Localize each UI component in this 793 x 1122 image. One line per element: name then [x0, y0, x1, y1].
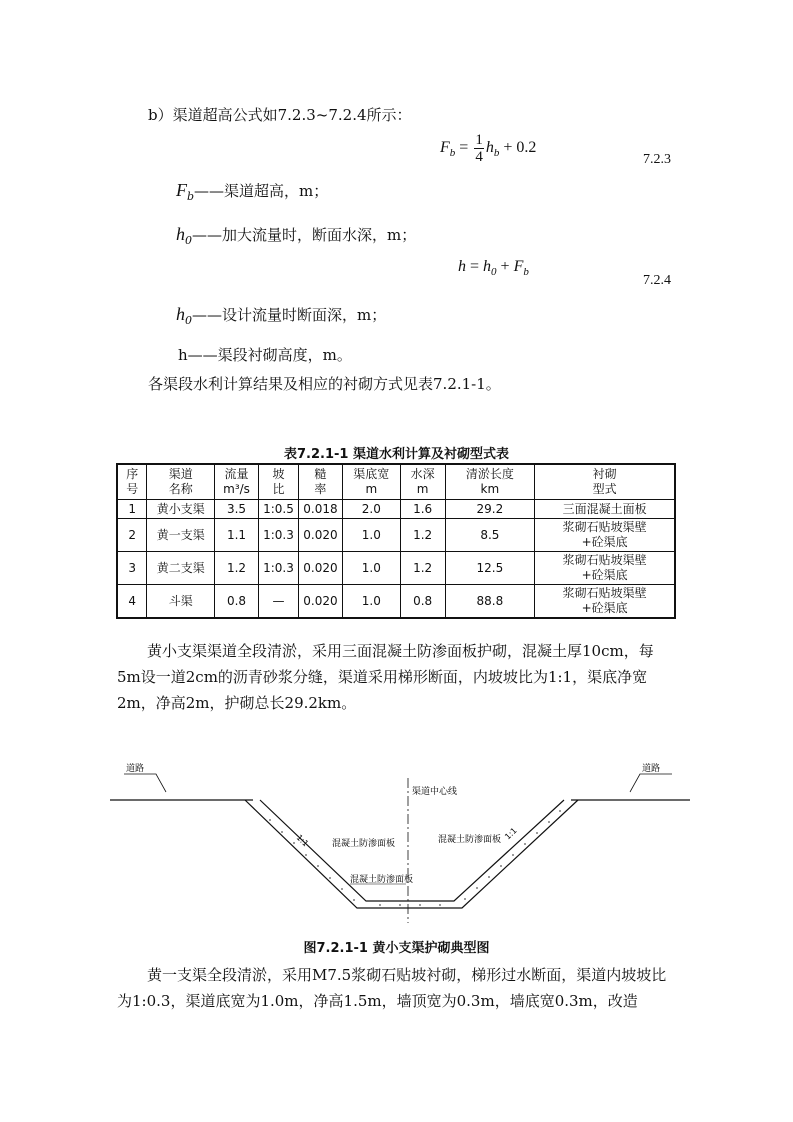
eq1-equals: = [459, 139, 469, 157]
header-rough [298, 464, 342, 500]
equation-7-2-4 [458, 258, 529, 278]
eq1-denominator: 4 [475, 149, 483, 165]
cell-depth: 1.2 [400, 552, 445, 585]
header-depth-2: m [416, 482, 429, 496]
cell-type: 三面混凝土面板 [535, 500, 675, 519]
header-type [535, 464, 675, 500]
cell-slope: — [258, 585, 298, 619]
cell-type-line2: +砼渠底 [581, 535, 628, 549]
cell-type-line1: 浆砌石贴坡渠壁 [562, 553, 647, 567]
header-slope-2: 比 [272, 482, 285, 496]
header-name-2: 名称 [168, 482, 193, 496]
cell-slope: 1:0.3 [258, 519, 298, 552]
header-no [117, 464, 147, 500]
cell-type [535, 519, 675, 552]
header-flow-1: 流量 [224, 467, 249, 481]
eq2-equals: = [470, 258, 480, 275]
cell-no: 3 [117, 552, 147, 585]
label-left-slope: 混凝土防渗面板 [332, 839, 396, 849]
def2-sub: 0 [185, 234, 192, 247]
road-leader-left [124, 774, 166, 792]
header-width-2: m [365, 482, 378, 496]
cell-name: 斗渠 [147, 585, 215, 619]
eq2-plus: + [500, 258, 510, 275]
eq1-lhs-sub: b [449, 147, 456, 160]
def3-symbol: h [176, 304, 185, 324]
cell-type-line2: +砼渠底 [581, 568, 628, 582]
def3-text: ——设计流量时断面深，m； [192, 306, 387, 324]
cell-flow: 3.5 [215, 500, 259, 519]
def3-sub: 0 [185, 314, 192, 327]
header-length-2: km [480, 482, 500, 496]
lining-inner [260, 800, 564, 901]
equation-7-2-3 [440, 132, 536, 165]
header-length [445, 464, 535, 500]
cell-width: 1.0 [342, 519, 400, 552]
header-flow [215, 464, 259, 500]
header-slope [258, 464, 298, 500]
label-centerline: 渠道中心线 [412, 787, 458, 797]
label-bottom: 混凝土防渗面板 [350, 875, 414, 885]
cell-width: 2.0 [342, 500, 400, 519]
label-right-slope: 混凝土防渗面板 [438, 835, 502, 845]
cell-rough: 0.020 [298, 552, 342, 585]
eq2-term-a-sub: 0 [491, 266, 497, 278]
label-slope-ratio-right: 1:1 [503, 826, 519, 842]
cell-name: 黄小支渠 [147, 500, 215, 519]
cell-no: 1 [117, 500, 147, 519]
paragraph-huangyi: 黄一支渠全段清淤，采用M7.5浆砌石贴坡衬砌，梯形过水断面，渠道内坡坡比为1:0.3，渠道底宽为1.0m，净高1.5m，墙顶宽为0.3m，墙底宽0.3m，改造 [117, 966, 667, 1010]
eq2-lhs: h [458, 258, 466, 275]
header-length-1: 清淤长度 [465, 467, 514, 481]
cell-name: 黄一支渠 [147, 519, 215, 552]
header-type-2: 型式 [592, 482, 617, 496]
label-road-left: 道路 [126, 764, 145, 774]
def1-text: ——渠道超高，m； [194, 182, 329, 200]
eq1-fraction [474, 132, 484, 165]
paragraph-huangxiao: 黄小支渠渠道全段清淤，采用三面混凝土防渗面板护砌，混凝土厚10cm，每5m设一道2cm的沥青砂浆分缝，渠道采用梯形断面，内坡坡比为1:1，渠底净宽2m，净高2m，护砌总长29.2km。 [117, 642, 654, 712]
cell-type-line1: 浆砌石贴坡渠壁 [562, 520, 647, 534]
definition-h0-design [176, 304, 386, 327]
header-width-1: 渠底宽 [353, 467, 390, 481]
definition-fb [176, 180, 328, 203]
road-leader-right [630, 774, 672, 792]
hydraulic-table [116, 463, 676, 619]
eq2-term-b: F [513, 258, 524, 275]
intro-line: b）渠道超高公式如7.2.3~7.2.4所示： [148, 106, 412, 124]
cell-length: 12.5 [445, 552, 535, 585]
cell-type-line2: +砼渠底 [581, 601, 628, 615]
def2-text: ——加大流量时，断面水深，m； [192, 226, 417, 244]
label-slope-ratio-left: 1:1 [294, 832, 311, 849]
cell-name: 黄二支渠 [147, 552, 215, 585]
cell-rough: 0.020 [298, 585, 342, 619]
cell-width: 1.0 [342, 585, 400, 619]
table-header-row [117, 464, 675, 500]
cell-flow: 0.8 [215, 585, 259, 619]
eq1-lhs: F [440, 139, 450, 157]
table-row [117, 552, 675, 585]
cell-depth: 0.8 [400, 585, 445, 619]
label-road-right: 道路 [642, 764, 661, 774]
table-caption: 表7.2.1-1 渠道水利计算及衬砌型式表 [284, 447, 509, 462]
eq1-var: h [485, 139, 494, 157]
cell-no: 2 [117, 519, 147, 552]
header-width [342, 464, 400, 500]
figure-caption: 图7.2.1-1 黄小支渠护砌典型图 [303, 941, 490, 956]
eq1-numerator: 1 [475, 132, 483, 148]
cell-no: 4 [117, 585, 147, 619]
header-no-1: 序 [126, 467, 139, 481]
results-line: 各渠段水利计算结果及相应的衬砌方式见表7.2.1-1。 [148, 375, 501, 393]
cell-slope: 1:0.5 [258, 500, 298, 519]
definition-h: h——渠段衬砌高度，m。 [178, 346, 352, 364]
cell-flow: 1.2 [215, 552, 259, 585]
cell-flow: 1.1 [215, 519, 259, 552]
header-type-1: 衬砌 [592, 467, 617, 481]
eq1-tail: + 0.2 [503, 139, 537, 157]
def1-symbol: F [176, 180, 187, 200]
cell-slope: 1:0.3 [258, 552, 298, 585]
eq2-number: 7.2.4 [643, 273, 671, 288]
cell-type-line1: 浆砌石贴坡渠壁 [562, 586, 647, 600]
header-name-1: 渠道 [168, 467, 193, 481]
def2-symbol: h [176, 224, 185, 244]
header-name [147, 464, 215, 500]
cell-width: 1.0 [342, 552, 400, 585]
header-depth-1: 水深 [410, 467, 435, 481]
table-row [117, 519, 675, 552]
header-slope-1: 坡 [272, 467, 285, 481]
cell-length: 8.5 [445, 519, 535, 552]
cell-length: 88.8 [445, 585, 535, 619]
cell-rough: 0.018 [298, 500, 342, 519]
definition-h0-flood [176, 224, 416, 247]
canal-section-figure [110, 758, 690, 928]
eq1-number: 7.2.3 [643, 152, 671, 167]
lining-hatch [269, 810, 561, 906]
header-rough-1: 糙 [314, 467, 327, 481]
eq1-var-sub: b [493, 147, 500, 160]
header-rough-2: 率 [314, 482, 327, 496]
lining-outer [245, 800, 578, 908]
cell-length: 29.2 [445, 500, 535, 519]
header-no-2: 号 [126, 482, 139, 496]
cell-depth: 1.6 [400, 500, 445, 519]
eq2-term-b-sub: b [523, 266, 529, 278]
table-row [117, 500, 675, 519]
def1-sub: b [187, 190, 195, 203]
header-depth [400, 464, 445, 500]
cell-type [535, 585, 675, 619]
eq2-term-a: h [483, 258, 492, 275]
cell-type [535, 552, 675, 585]
cell-depth: 1.2 [400, 519, 445, 552]
cell-rough: 0.020 [298, 519, 342, 552]
header-flow-2: m³/s [223, 482, 250, 496]
table-row [117, 585, 675, 619]
